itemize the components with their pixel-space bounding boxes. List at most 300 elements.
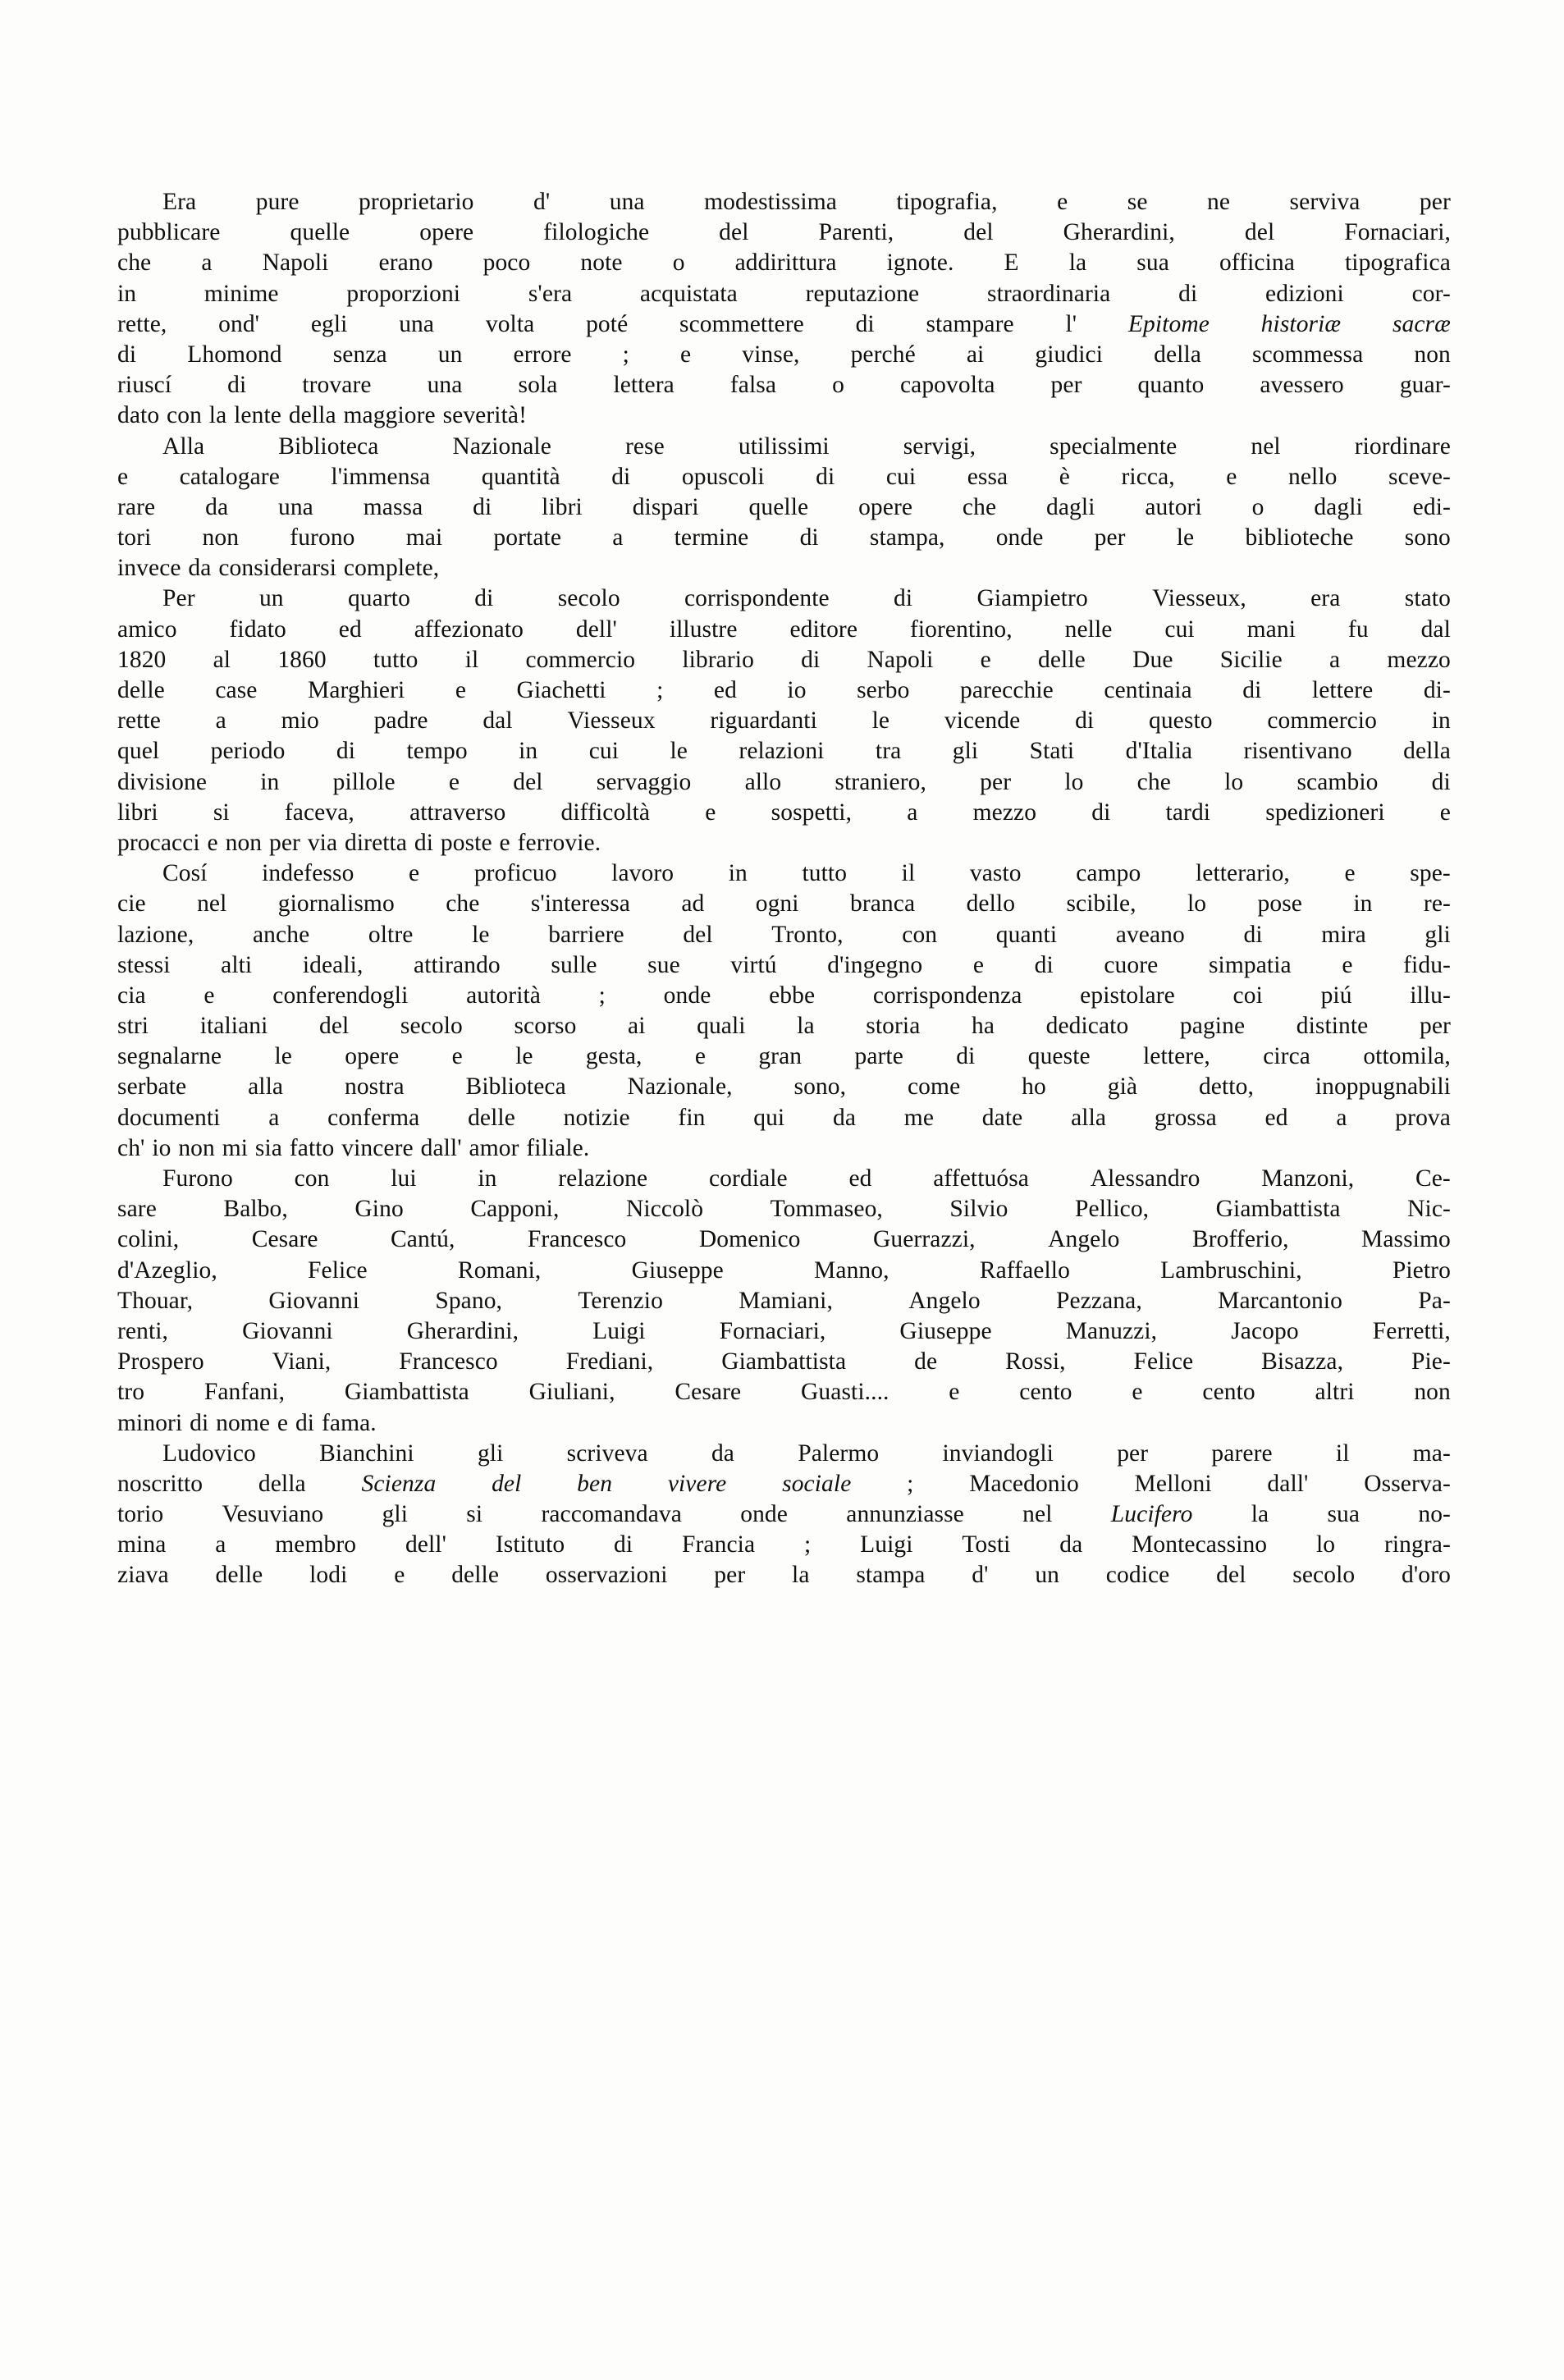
word: Giambattista [1215, 1196, 1341, 1223]
word: a [268, 1104, 280, 1131]
word: io [152, 1134, 171, 1161]
word: l'immensa [331, 463, 431, 490]
word: torio [117, 1501, 164, 1528]
word: giornalismo [277, 890, 395, 918]
word: per [980, 768, 1012, 795]
word: riordinare [1354, 433, 1451, 460]
word: Gino [354, 1196, 404, 1223]
word: lo [1064, 768, 1084, 795]
word: parte [854, 1043, 903, 1070]
text-line [117, 767, 1451, 798]
word: conferendogli [272, 982, 409, 1009]
text-line [117, 828, 1451, 858]
text-line [117, 1530, 1451, 1560]
word: delle [468, 1104, 515, 1131]
word: una [427, 372, 463, 399]
word: Ce- [1415, 1165, 1451, 1192]
word: dal [1420, 616, 1451, 643]
word: stri [117, 1013, 149, 1040]
word: tutto [373, 646, 418, 673]
word: proporzioni [346, 280, 461, 307]
word: quelle [748, 493, 809, 520]
word: Marghieri [308, 677, 405, 703]
word: commercio [525, 646, 636, 673]
text-line [117, 1103, 1451, 1133]
word: parecchie [959, 677, 1054, 703]
word: in [260, 768, 280, 795]
word: termine [674, 524, 749, 552]
word: cento [1202, 1379, 1255, 1406]
word: di [816, 463, 835, 490]
word: dell' [405, 1531, 447, 1558]
word: Tosti [962, 1531, 1011, 1558]
word: Nic- [1407, 1196, 1451, 1223]
word: della [1154, 341, 1201, 368]
word-italic: ben [577, 1470, 613, 1497]
text-line [117, 553, 1451, 584]
word: tori [117, 524, 152, 552]
word: sare [117, 1196, 157, 1223]
word: le [1176, 524, 1195, 552]
word: sola [518, 372, 558, 399]
word: scorso [514, 1013, 577, 1040]
text-line [117, 400, 1451, 431]
word: di [336, 738, 356, 765]
word: Vesuviano [222, 1501, 324, 1528]
word: di [190, 1409, 209, 1436]
word: tutto [802, 860, 848, 887]
word: noscritto [117, 1470, 204, 1497]
word: sospetti, [771, 799, 853, 826]
word: stampa [856, 1562, 926, 1589]
word: Massimo [1361, 1226, 1451, 1253]
word: campo [1076, 860, 1141, 887]
word: stampare [926, 310, 1014, 337]
word: d'Azeglio, [117, 1256, 217, 1284]
word: scommettere [679, 310, 804, 337]
word: di [117, 341, 137, 368]
word: d' [972, 1562, 989, 1589]
word: Angelo [908, 1287, 981, 1314]
word: dal [482, 707, 513, 735]
word: Osserva- [1364, 1470, 1451, 1497]
word: gli [382, 1501, 409, 1528]
word: per [1094, 524, 1126, 552]
word: sia [254, 1134, 282, 1161]
word: opere [345, 1043, 400, 1070]
word: di [295, 1409, 315, 1436]
word: affettuósa [933, 1165, 1030, 1192]
word: lettere, [1143, 1043, 1210, 1070]
text-line [117, 432, 1451, 462]
word: ed [848, 1165, 872, 1192]
word: Fornaciari, [719, 1317, 826, 1344]
word: corrispondente [684, 585, 830, 612]
word: Era [162, 189, 197, 215]
word: circa [1263, 1043, 1310, 1070]
word: branca [849, 890, 916, 918]
word: storia [866, 1013, 921, 1040]
word: Bisazza, [1261, 1348, 1344, 1375]
word: falsa [729, 372, 777, 399]
word: Tronto, [771, 921, 844, 948]
word: Raffaello [979, 1256, 1070, 1284]
word: spedizioneri [1265, 799, 1385, 826]
word: ma- [1412, 1439, 1451, 1467]
word: Giuseppe [631, 1256, 724, 1284]
word: una [277, 493, 313, 520]
word: e [679, 341, 692, 368]
word: in [117, 280, 137, 307]
word: catalogare [179, 463, 280, 490]
word: Montecassino [1132, 1531, 1268, 1558]
word: ringra- [1383, 1531, 1451, 1558]
text-line [117, 1286, 1451, 1316]
word: non [202, 524, 240, 552]
word: queste [1027, 1043, 1091, 1070]
text-line [117, 1469, 1451, 1499]
page-text-block [117, 187, 1451, 1591]
word: cui [1164, 616, 1195, 643]
word: dagli [1046, 493, 1095, 520]
word: conferma [327, 1104, 420, 1131]
word-italic: Epitome [1127, 310, 1210, 337]
word: avessero [1260, 372, 1344, 399]
word: Francesco [399, 1348, 498, 1375]
word: fidu- [1403, 951, 1451, 978]
word: re- [1423, 890, 1451, 918]
word-italic: Scienza [361, 1470, 437, 1497]
word: note [580, 249, 623, 277]
word: mezzo [972, 799, 1037, 826]
word: cor- [1411, 280, 1451, 307]
word: se [1127, 189, 1148, 215]
word: che [962, 493, 997, 520]
word: mai [405, 524, 443, 552]
word: della [258, 1470, 306, 1497]
word: Spano, [435, 1287, 503, 1314]
word: serbate [117, 1073, 187, 1101]
word: Pietro [1392, 1256, 1451, 1284]
word: una [399, 310, 435, 337]
word: secolo [400, 1013, 463, 1040]
word: E [1004, 249, 1019, 277]
word: di [1243, 921, 1263, 948]
word: Cantú, [391, 1226, 455, 1253]
word: il [1335, 1439, 1350, 1467]
word: è [1059, 463, 1070, 490]
word: ziava [117, 1562, 169, 1589]
word: straordinaria [987, 280, 1111, 307]
word: poté [586, 310, 629, 337]
word: relazioni [739, 738, 825, 765]
word: delle [1038, 646, 1086, 673]
word: minime [204, 280, 279, 307]
word: Silvio [949, 1196, 1008, 1223]
word: vicende [944, 707, 1021, 735]
word: errore [513, 341, 572, 368]
word: ideali, [302, 951, 364, 978]
word: lui [391, 1165, 417, 1192]
word: acquistata [639, 280, 738, 307]
word: e [207, 829, 218, 856]
word: che [117, 249, 152, 277]
word: di [894, 585, 913, 612]
word: cordiale [708, 1165, 788, 1192]
word: nel [1251, 433, 1281, 460]
text-line [117, 1011, 1451, 1041]
word: un [258, 585, 284, 612]
text-line [117, 950, 1451, 981]
word: rese [624, 433, 665, 460]
word: sono [1404, 524, 1451, 552]
word: editore [789, 616, 858, 643]
word: di [473, 493, 492, 520]
word: proprietario [359, 189, 474, 215]
word: libri [542, 493, 583, 520]
word: Frediani, [565, 1348, 654, 1375]
word: grossa [1154, 1104, 1217, 1131]
word: Niccolò [625, 1196, 704, 1223]
word: Felice [1133, 1348, 1194, 1375]
word: faceva, [284, 799, 354, 826]
word: cui [588, 738, 620, 765]
word: inoppugnabili [1315, 1073, 1451, 1101]
text-line [117, 1316, 1451, 1347]
word: e [277, 1409, 289, 1436]
paragraph [117, 187, 1451, 432]
text-line [117, 462, 1451, 492]
word: fama. [321, 1409, 377, 1436]
word: per [1050, 372, 1082, 399]
word: a [215, 707, 226, 735]
word: Napoli [262, 249, 329, 277]
word: Giovanni [268, 1287, 359, 1314]
word: Tommaseo, [770, 1196, 883, 1223]
word: nelle [1064, 616, 1113, 643]
word: lo [1315, 1531, 1336, 1558]
word: considerarsi [218, 555, 337, 582]
word: amor [469, 1134, 519, 1161]
word: padre [373, 707, 428, 735]
word: gli [477, 1439, 504, 1467]
word: officina [1219, 249, 1295, 277]
word: Angelo [1048, 1226, 1120, 1253]
word: poco [482, 249, 531, 277]
word: qui [753, 1104, 785, 1131]
word: Nazionale, [627, 1073, 733, 1101]
word: e [1342, 951, 1353, 978]
word: scommessa [1252, 341, 1364, 368]
word: a [907, 799, 918, 826]
word: Gherardini, [1063, 219, 1175, 246]
word: illustre [669, 616, 738, 643]
word: ; [907, 1470, 914, 1497]
word-italic: sociale [782, 1470, 852, 1497]
word: altri [1315, 1379, 1355, 1406]
word: rare [117, 493, 156, 520]
word: Gherardini, [406, 1317, 519, 1344]
word: modestissima [704, 189, 837, 215]
word: Ferretti, [1372, 1317, 1451, 1344]
word: tardi [1165, 799, 1211, 826]
word: proficuo [473, 860, 557, 887]
word: di [414, 829, 434, 856]
word: Francesco [527, 1226, 627, 1253]
text-line [117, 492, 1451, 523]
word: edi- [1412, 493, 1451, 520]
text-line [117, 340, 1451, 370]
word: l' [1065, 310, 1077, 337]
word: con [167, 402, 202, 429]
word: addirittura [734, 249, 837, 277]
word: di [1178, 280, 1198, 307]
word: filologiche [543, 219, 650, 246]
word: date [981, 1104, 1023, 1131]
word: dello [966, 890, 1016, 918]
word: a [215, 1531, 226, 1558]
word: o [1251, 493, 1264, 520]
word: biblioteche [1245, 524, 1354, 552]
word: me [903, 1104, 935, 1131]
paragraph [117, 1164, 1451, 1439]
word: come [907, 1073, 961, 1101]
text-line [117, 706, 1451, 736]
word: colini, [117, 1226, 180, 1253]
word: e [409, 860, 420, 887]
text-line [117, 645, 1451, 675]
word: libri [117, 799, 158, 826]
word: pagine [1179, 1013, 1246, 1040]
word: Giuliani, [528, 1379, 615, 1406]
text-line [117, 920, 1451, 950]
word: corrispondenza [872, 982, 1022, 1009]
paragraph [117, 432, 1451, 584]
word: alti [221, 951, 253, 978]
word: di [227, 372, 247, 399]
word: del [318, 1013, 350, 1040]
word: ferrovie. [517, 829, 601, 856]
word: furono [290, 524, 355, 552]
word: Marcantonio [1218, 1287, 1342, 1314]
word: del [963, 219, 994, 246]
word: onde [995, 524, 1044, 552]
word: lo [1187, 890, 1207, 918]
word: e [448, 768, 460, 795]
word: minori [117, 1409, 183, 1436]
word: una [609, 189, 645, 215]
word: del [719, 219, 749, 246]
word: Terenzio [578, 1287, 663, 1314]
word: e [1057, 189, 1068, 215]
word: non [225, 829, 263, 856]
word: Nazionale [452, 433, 551, 460]
word: la [797, 1013, 815, 1040]
word: scambio [1296, 768, 1379, 795]
word: affezionato [414, 616, 524, 643]
word: e [1344, 860, 1356, 887]
word: alla [1071, 1104, 1107, 1131]
word: ed [338, 616, 362, 643]
text-line [117, 798, 1451, 828]
word: anche [252, 921, 310, 948]
word: inviandogli [942, 1439, 1054, 1467]
word: complete, [343, 555, 440, 582]
word: vasto [969, 860, 1022, 887]
word: Fornaciari, [1344, 219, 1451, 246]
word: Per [162, 585, 195, 612]
word: Luigi [592, 1317, 646, 1344]
word: le [274, 1043, 292, 1070]
word: Thouar, [117, 1287, 194, 1314]
word: italiani [199, 1013, 268, 1040]
word: serbo [857, 677, 910, 703]
word: fu [1347, 616, 1369, 643]
text-line [117, 1072, 1451, 1102]
word: a [1336, 1104, 1347, 1131]
word: sua [1327, 1501, 1360, 1528]
word: ebbe [769, 982, 816, 1009]
word: ottomila, [1363, 1043, 1451, 1070]
word: tipografica [1345, 249, 1451, 277]
word: a [612, 524, 624, 552]
word: Francia [682, 1531, 756, 1558]
word: ai [628, 1013, 646, 1040]
word: da [188, 555, 212, 582]
text-line [117, 736, 1451, 767]
word: Fanfani, [204, 1379, 286, 1406]
word: distinte [1296, 1013, 1369, 1040]
word: Lhomond [187, 341, 282, 368]
word: o [832, 372, 844, 399]
word: di [801, 646, 821, 673]
word: e [949, 1379, 960, 1406]
word: Guasti.... [801, 1379, 889, 1406]
word: capovolta [899, 372, 995, 399]
word: e [394, 1562, 405, 1589]
word: documenti [117, 1104, 221, 1131]
word: invece [117, 555, 181, 582]
word: e [972, 951, 985, 978]
word: utilissimi [738, 433, 830, 460]
word: barriere [548, 921, 624, 948]
word: delle [215, 1562, 263, 1589]
word: stessi [117, 951, 171, 978]
word: cento [1019, 1379, 1072, 1406]
text-line [117, 187, 1451, 217]
word: sua [1136, 249, 1169, 277]
word: lo [1224, 768, 1244, 795]
word: commercio [1267, 707, 1377, 735]
word: indefesso [262, 860, 354, 887]
word: piú [1320, 982, 1352, 1009]
word: si [213, 799, 230, 826]
word: e [455, 677, 467, 703]
word: essa [967, 463, 1008, 490]
word: e [1132, 1379, 1143, 1406]
word: non [1414, 341, 1451, 368]
word: Prospero [117, 1348, 204, 1375]
word: Felice [308, 1256, 368, 1284]
word: Macedonio [969, 1470, 1079, 1497]
word: Sicilie [1219, 646, 1283, 673]
word: Viani, [272, 1348, 332, 1375]
word: il [901, 860, 916, 887]
word: Biblioteca [278, 433, 379, 460]
word-italic: sacræ [1392, 310, 1451, 337]
word: illu- [1410, 982, 1451, 1009]
word: attirando [414, 951, 501, 978]
